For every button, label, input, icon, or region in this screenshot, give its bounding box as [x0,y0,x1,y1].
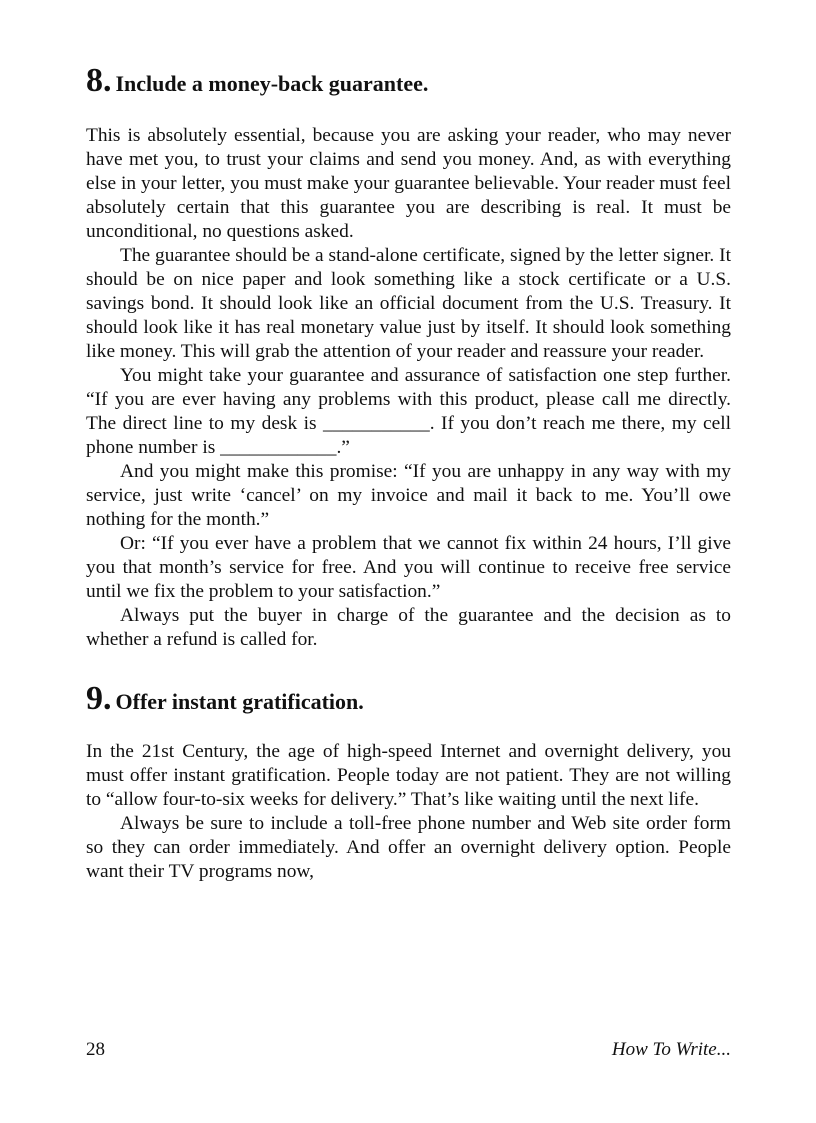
section-8-paragraph: You might take your guarantee and assurance of satisfaction one step further. “If you are ever having any problems with this product, please call me directly. The direct line to my desk is ___________. If you don’t reach me there, my cell phone number is ____________.” [86,365,731,458]
section-8-paragraph: Always put the buyer in charge of the guarantee and the decision as to whether a refund is called for. [86,605,731,650]
page-number: 28 [86,1039,105,1060]
running-title: How To Write... [611,1039,731,1060]
section-8-heading [86,64,731,98]
section-8-paragraph: This is absolutely essential, because you are asking your reader, who may never have met you, to trust your claims and send you money. And, as with everything else in your letter, you must make your guarantee believable. Your reader must feel absolutely certain that this guarantee you are describing is real. It must be unconditional, no questions asked. [86,125,731,242]
section-9-paragraph: Always be sure to include a toll-free phone number and Web site order form so they can order immediately. And offer an overnight delivery option. People want their TV programs now, [86,813,731,882]
section-8-paragraph: Or: “If you ever have a problem that we cannot fix within 24 hours, I’ll give you that month’s service for free. And you will continue to receive free service until we fix the problem to your satisfaction.” [86,533,731,602]
section-8-paragraph: The guarantee should be a stand-alone certificate, signed by the letter signer. It should be on nice paper and look something like a stock certificate or a U.S. savings bond. It should look like an official document from the U.S. Treasury. It should look like it has real monetary value just by itself. It should look something like money. This will grab the attention of your reader and reassure your reader. [86,245,731,362]
page-content [86,64,731,884]
section-9-title: Offer instant gratification. [115,689,364,714]
section-8-title: Include a money-back guarantee. [115,71,429,96]
section-8-number: 8. [86,62,112,99]
section-9-paragraph: In the 21st Century, the age of high-speed Internet and overnight delivery, you must offer instant gratification. People today are not patient. They are not willing to “allow four-to-six weeks for delivery.” That’s like waiting until the next life. [86,741,731,810]
section-9-number: 9. [86,680,112,717]
section-9-heading [86,682,731,716]
section-8-paragraph: And you might make this promise: “If you are unhappy in any way with my service, just write ‘cancel’ on my invoice and mail it back to me. You’ll owe nothing for the month.” [86,461,731,530]
